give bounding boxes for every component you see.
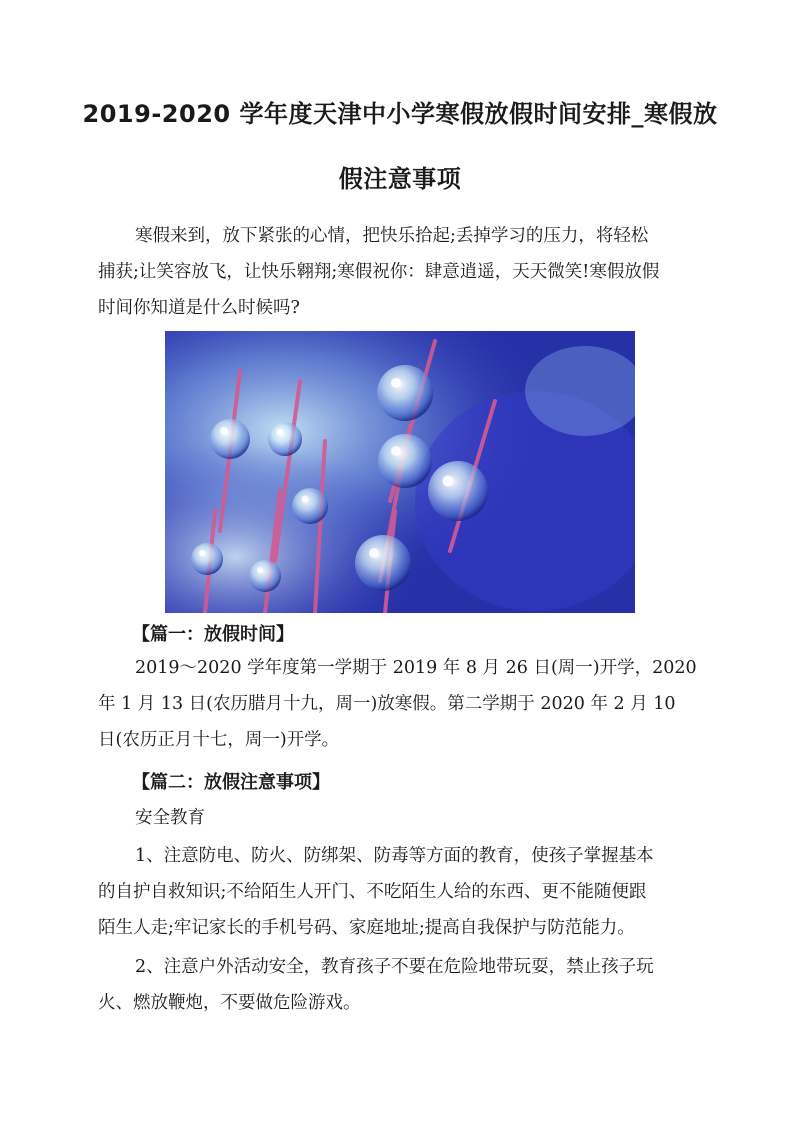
section-heading-schedule: 【篇一：放假时间】 (132, 624, 294, 645)
safety-item-1-line: 陌生人走;牢记家长的手机号码、家庭地址;提高自我保护与防范能力。 (98, 918, 635, 938)
schedule-line: 年 1 月 13 日(农历腊月十九，周一)放寒假。第二学期于 2020 年 2 月 10 (98, 694, 676, 714)
safety-item-1 (98, 838, 710, 946)
schedule-line: 2019～2020 学年度第一学期于 2019 年 8 月 26 日(周一)开学，2020 (135, 658, 697, 678)
safety-item-1-line: 的自护自救知识;不给陌生人开门、不吃陌生人给的东西、更不能随便跟 (98, 882, 647, 902)
safety-item-2-line: 2、注意户外活动安全，教育孩子不要在危险地带玩耍，禁止孩子玩 (135, 957, 654, 977)
safety-education-label: 安全教育 (135, 808, 205, 828)
schedule-line: 日(农历正月十七，周一)开学。 (98, 730, 340, 750)
schedule-paragraph (98, 650, 710, 758)
photo-illustration (165, 331, 635, 613)
intro-line: 时间你知道是什么时候吗? (98, 298, 300, 318)
document-title-line-2: 假注意事项 (338, 165, 462, 193)
safety-subheading (98, 800, 710, 836)
intro-line: 寒假来到，放下紧张的心情，把快乐拾起;丢掉学习的压力，将轻松 (135, 226, 649, 246)
intro-line: 捕获;让笑容放飞，让快乐翱翔;寒假祝你：肆意逍遥，天天微笑!寒假放假 (98, 262, 660, 282)
document-title-line-1: 2019-2020 学年度天津中小学寒假放假时间安排_寒假放 (82, 100, 718, 128)
water-droplets-photo (165, 331, 635, 613)
safety-item-1-line: 1、注意防电、防火、防绑架、防毒等方面的教育，使孩子掌握基本 (135, 846, 654, 866)
intro-paragraph (98, 218, 710, 326)
safety-item-2-line: 火、燃放鞭炮，不要做危险游戏。 (98, 993, 361, 1013)
section-heading-precautions: 【篇二：放假注意事项】 (132, 772, 330, 793)
safety-item-2 (98, 949, 710, 1021)
